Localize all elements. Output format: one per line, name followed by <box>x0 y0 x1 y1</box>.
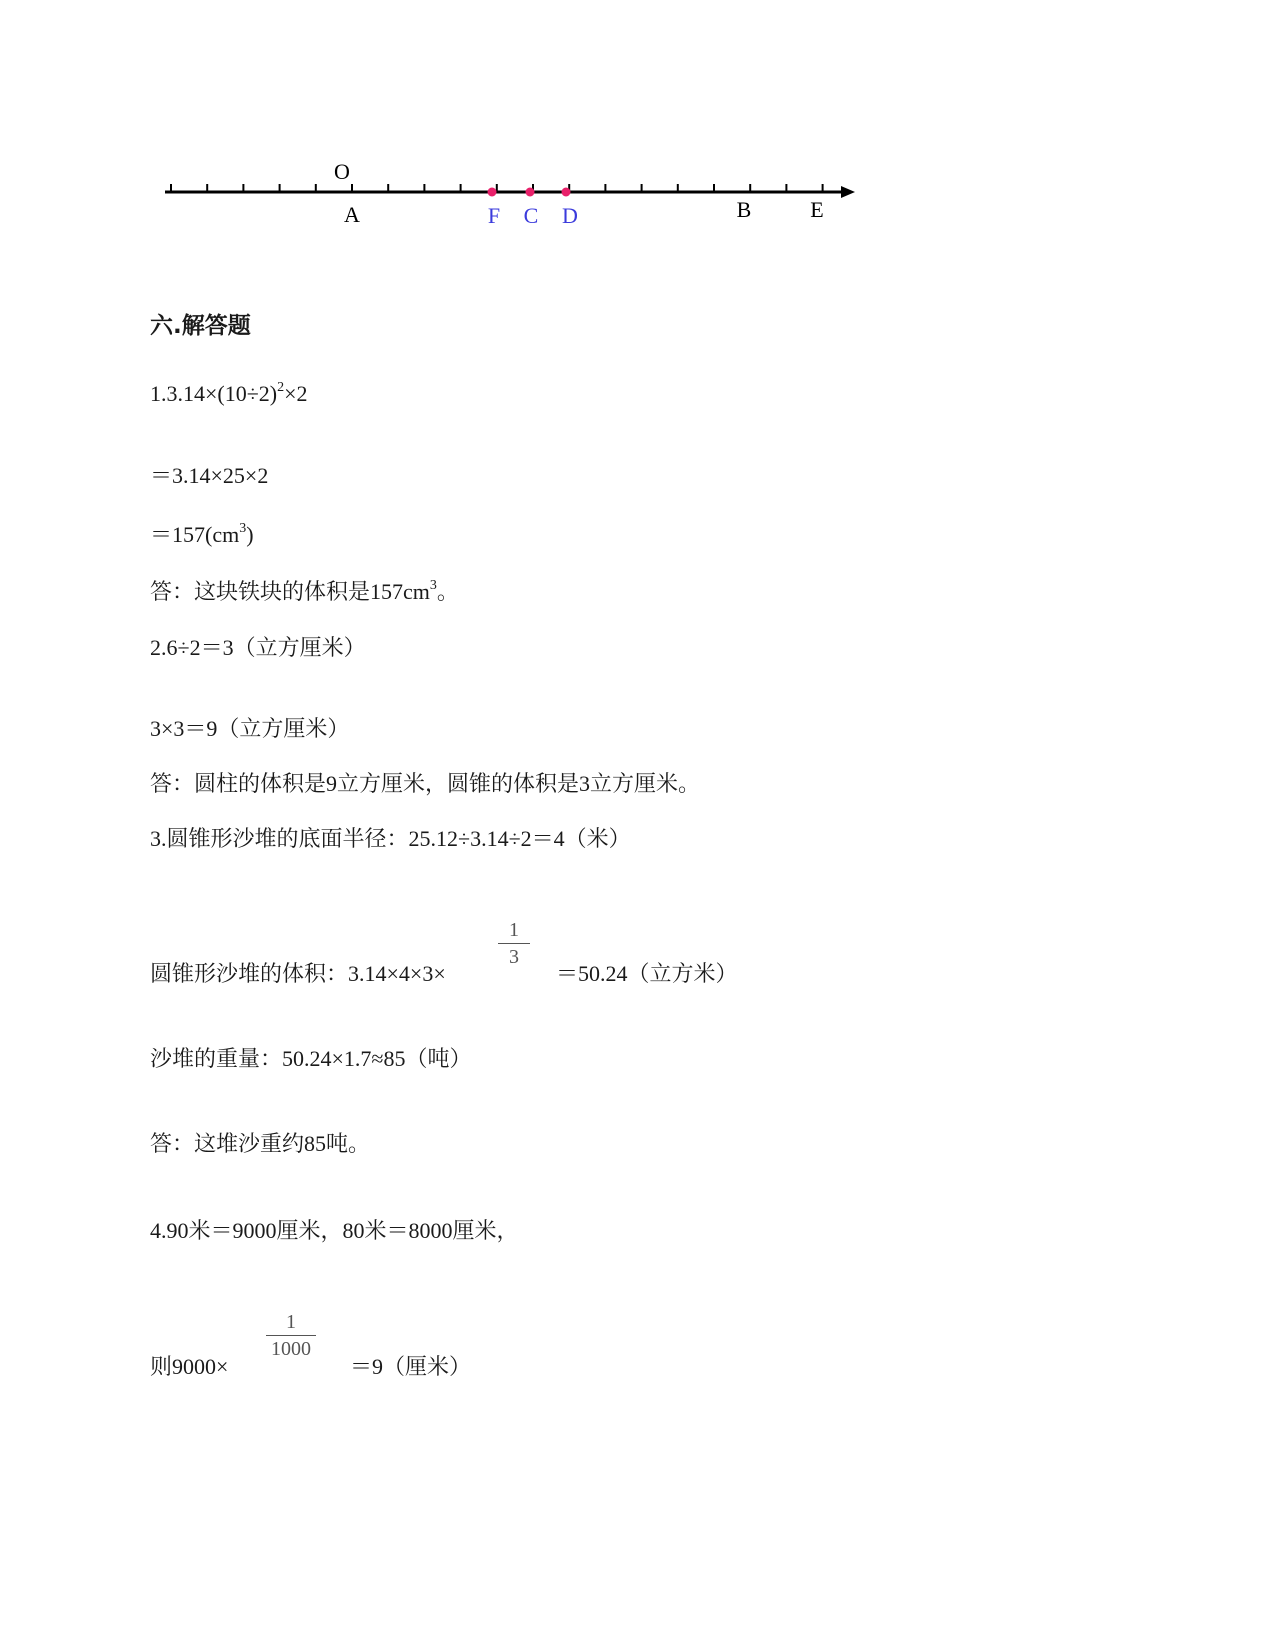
label-O: O <box>334 159 350 184</box>
q1-answer <box>150 578 459 606</box>
q3-line2-left: 圆锥形沙堆的体积：3.14×4×3× <box>150 961 446 986</box>
q1-line3-text: ＝157(cm <box>150 522 240 547</box>
q3-line1: 3.圆锥形沙堆的底面半径：25.12÷3.14÷2＝4（米） <box>150 826 631 851</box>
q4-line2-left: 则9000× <box>150 1354 229 1379</box>
section-title: 六.解答题 <box>150 313 251 339</box>
q4-fraction-numerator: 1 <box>286 1311 296 1333</box>
label-D: D <box>562 203 578 228</box>
q3-fraction-bar <box>498 943 530 944</box>
number-line-arrow-icon <box>841 186 855 198</box>
q1-answer-exponent: 3 <box>429 577 437 593</box>
q3-line2-right: ＝50.24（立方米） <box>556 961 738 986</box>
q2-line2: 3×3＝9（立方厘米） <box>150 716 350 741</box>
label-B: B <box>736 197 752 222</box>
q1-line3-exponent: 3 <box>239 520 247 536</box>
q1-line3 <box>150 521 254 549</box>
label-F: F <box>487 203 501 228</box>
q2-line1: 2.6÷2＝3（立方厘米） <box>150 635 366 660</box>
q1-line1 <box>150 380 308 408</box>
q1-line3-text-end: ) <box>246 522 254 547</box>
point-F <box>488 188 497 197</box>
q1-line2: ＝3.14×25×2 <box>150 463 269 488</box>
q3-fraction-numerator: 1 <box>509 919 519 941</box>
q4-fraction-denominator: 1000 <box>271 1338 311 1360</box>
q4-line1: 4.90米＝9000厘米，80米＝8000厘米， <box>150 1218 519 1243</box>
q4-line2-right: ＝9（厘米） <box>350 1354 472 1379</box>
q3-fraction <box>494 918 534 969</box>
q3-line3: 沙堆的重量：50.24×1.7≈85（吨） <box>150 1046 472 1071</box>
q1-line1-exponent: 2 <box>277 379 285 395</box>
label-C: C <box>523 203 539 228</box>
label-A: A <box>344 202 360 227</box>
q1-line1-text: 1.3.14×(10÷2) <box>150 381 278 406</box>
number-line-figure <box>165 155 865 235</box>
q2-answer: 答：圆柱的体积是9立方厘米，圆锥的体积是3立方厘米。 <box>150 771 701 796</box>
q4-fraction-bar <box>266 1335 316 1336</box>
q3-answer: 答：这堆沙重约85吨。 <box>150 1131 371 1156</box>
q1-answer-text: 答：这块铁块的体积是157cm <box>150 579 430 604</box>
q4-fraction <box>262 1310 320 1361</box>
q3-fraction-denominator: 3 <box>509 946 519 968</box>
label-E: E <box>810 197 824 222</box>
q1-line1-text-end: ×2 <box>284 381 308 406</box>
q1-answer-text-end: 。 <box>436 579 459 604</box>
point-D <box>562 188 571 197</box>
point-C <box>526 188 535 197</box>
